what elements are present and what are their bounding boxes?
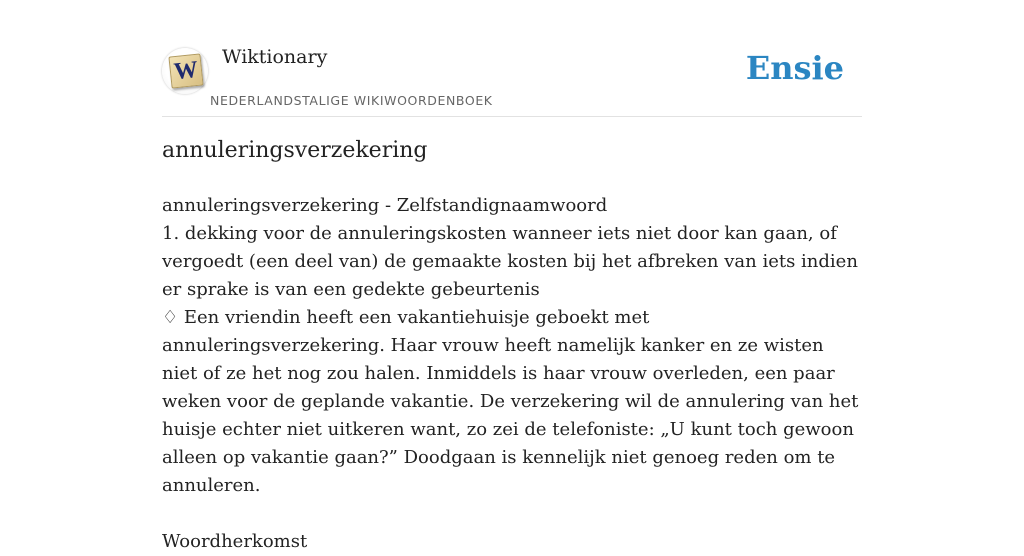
ensie-brand-link[interactable]: Ensie xyxy=(745,49,844,87)
entry-content xyxy=(162,192,862,556)
definition-text: 1. dekking voor de annuleringskosten wanneer iets niet door kan gaan, of vergoedt (een deel van) de gemaakte kosten bij het afbreken van iets indien er sprake is van een gedekte gebeurtenis xyxy=(162,223,858,300)
example-text: ♢ Een vriendin heeft een vakantiehuisje geboekt met annuleringsverzekering. Haar vrouw heeft namelijk kanker en ze wisten niet of ze het nog zou halen. Inmiddels is haar vrouw overleden, een paar weken voor de geplande vakantie. De verzekering wil de annulering van het huisje echter niet uitkeren want, zo zei de telefoniste: „U kunt toch gewoon alleen op vakantie gaan?” Doodgaan is kennelijk niet genoeg reden om te annuleren. xyxy=(162,307,859,496)
page-title: annuleringsverzekering xyxy=(162,138,428,163)
wiktionary-tile-icon xyxy=(168,53,203,88)
site-subtitle: NEDERLANDSTALIGE WIKIWOORDENBOEK xyxy=(210,93,493,108)
site-name[interactable]: Wiktionary xyxy=(222,46,328,68)
logo-letter: W xyxy=(172,56,200,86)
site-header xyxy=(162,40,862,117)
etymology-heading: Woordherkomst xyxy=(162,531,308,552)
wiktionary-logo[interactable] xyxy=(162,48,208,94)
word-class-line: annuleringsverzekering - Zelfstandignaamwoord xyxy=(162,195,608,216)
